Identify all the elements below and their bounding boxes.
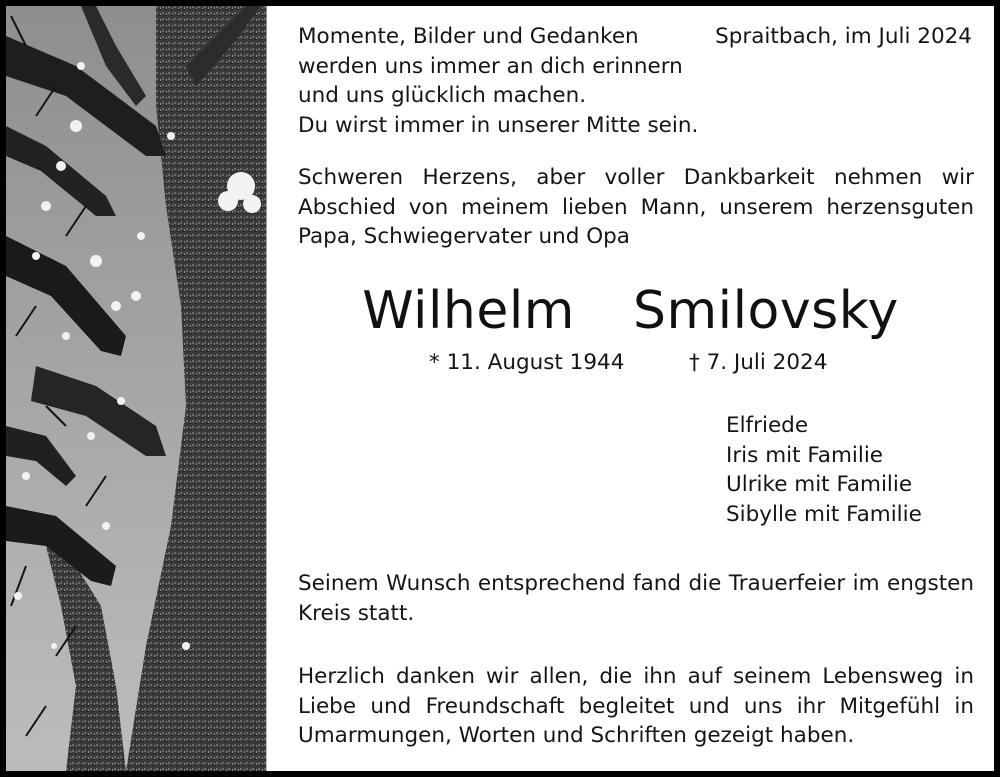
poem-line: Momente, Bilder und Gedanken bbox=[298, 24, 639, 49]
thanks-line: Liebe und Freundschaft begleitet und uns ihr Mitgefühl in bbox=[298, 693, 974, 719]
family-member: Sibylle mit Familie bbox=[726, 501, 922, 527]
family-member: Ulrike mit Familie bbox=[726, 472, 913, 497]
wish-line: Kreis statt. bbox=[298, 600, 415, 626]
birth-date: * 11. August 1944 bbox=[429, 350, 625, 375]
poem-line: Du wirst immer in unserer Mitte sein. bbox=[298, 112, 699, 138]
family-member: Elfriede bbox=[726, 413, 809, 438]
place-and-date: Spraitbach, im Juli 2024 bbox=[715, 24, 972, 49]
blossom-tree-photo bbox=[6, 6, 267, 771]
poem-line: werden uns immer an dich erinnern bbox=[298, 53, 683, 79]
intro-line: Schweren Herzens, aber voller Dankbarkeit nehmen wir bbox=[298, 165, 974, 190]
funeral-note bbox=[298, 569, 974, 628]
deceased-name: Wilhelm Smilovsky bbox=[362, 281, 899, 341]
farewell-intro bbox=[298, 163, 974, 252]
thanks-note bbox=[298, 662, 974, 751]
thanks-line: Herzlich danken wir allen, die ihn auf seinem Lebensweg in bbox=[298, 664, 974, 689]
intro-line: Papa, Schwiegervater und Opa bbox=[298, 224, 630, 249]
memorial-poem bbox=[298, 22, 698, 140]
obituary-text-panel bbox=[267, 6, 994, 771]
wish-line: Seinem Wunsch entsprechend fand die Trauerfeier im engsten bbox=[298, 571, 974, 596]
family-signatures bbox=[726, 411, 922, 529]
thanks-line: Umarmungen, Worten und Schriften gezeigt haben. bbox=[298, 723, 855, 748]
tree-branches-illustration bbox=[6, 6, 267, 771]
poem-line: und uns glücklich machen. bbox=[298, 83, 587, 108]
death-date: † 7. Juli 2024 bbox=[689, 350, 828, 375]
family-member: Iris mit Familie bbox=[726, 442, 884, 468]
intro-line: Abschied von meinem lieben Mann, unserem herzensguten bbox=[298, 194, 974, 220]
